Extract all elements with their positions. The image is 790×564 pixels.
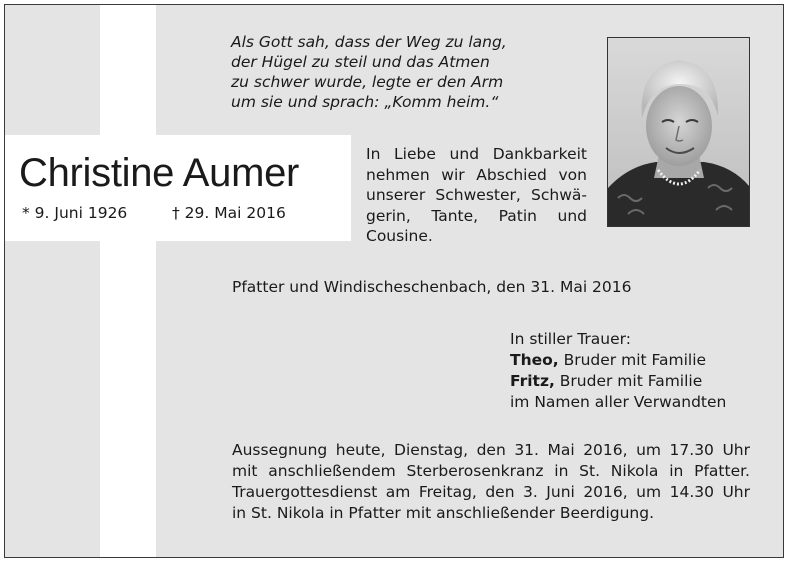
- cross-vertical-beam: [100, 5, 156, 558]
- poem-line: Als Gott sah, dass der Weg zu lang,: [231, 33, 507, 51]
- portrait-illustration: [608, 38, 749, 226]
- poem: [231, 32, 507, 112]
- portrait-photo: [607, 37, 750, 227]
- message-line: Cousine.: [366, 227, 433, 245]
- mourner-name: Theo,: [510, 351, 559, 369]
- mourners-block: [510, 329, 726, 413]
- place-and-date: Pfatter und Windischeschenbach, den 31. Mai 2016: [232, 278, 632, 296]
- service-line: Trauergottesdienst am Freitag, den 3. Juni 2016, um 14.30 Uhr: [232, 483, 750, 501]
- mourner-relation: Bruder mit Familie: [554, 372, 703, 390]
- poem-line: um sie und sprach: „Komm heim.“: [231, 93, 499, 111]
- deceased-name: Christine Aumer: [19, 151, 300, 195]
- mourner-name: Fritz,: [510, 372, 555, 390]
- service-line: in St. Nikola in Pfatter mit anschließender Beerdigung.: [232, 504, 655, 522]
- message-line: In Liebe und Dankbarkeit: [366, 145, 587, 163]
- message-line: gerin, Tante, Patin und: [366, 206, 587, 225]
- farewell-message: [366, 144, 587, 247]
- service-line: mit anschließendem Sterberosenkranz in St. Nikola in Pfatter.: [232, 462, 750, 480]
- birth-date: * 9. Juni 1926: [22, 204, 128, 222]
- message-line: nehmen wir Abschied von: [366, 165, 587, 184]
- mourner-relation: Bruder mit Familie: [558, 351, 707, 369]
- mourner-entry: [510, 371, 726, 392]
- message-line: unserer Schwester, Schwä-: [366, 186, 587, 204]
- service-line: Aussegnung heute, Dienstag, den 31. Mai 2016, um 17.30 Uhr: [232, 441, 750, 459]
- mourners-intro: In stiller Trauer:: [510, 330, 631, 348]
- death-date: † 29. Mai 2016: [172, 204, 286, 222]
- service-details: [232, 440, 750, 524]
- mourners-closing: im Namen aller Verwandten: [510, 393, 727, 411]
- mourner-entry: [510, 350, 726, 371]
- poem-line: zu schwer wurde, legte er den Arm: [231, 73, 504, 91]
- poem-line: der Hügel zu steil und das Atmen: [231, 53, 490, 71]
